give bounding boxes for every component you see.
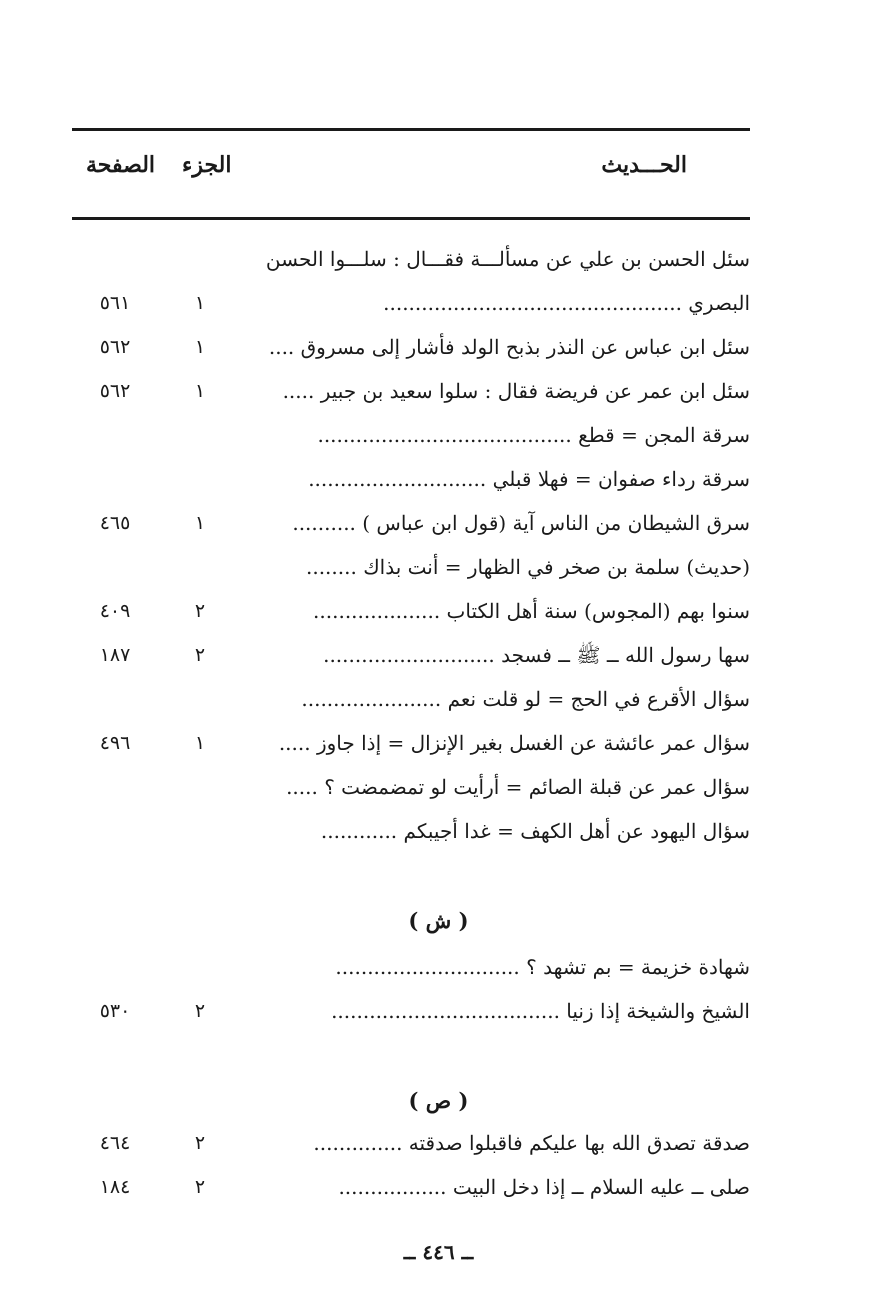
index-row — [0, 240, 877, 280]
hadith-text: سؤال عمر عائشة عن الغسل بغير الإنزال = إذا جاوز ..... — [278, 731, 750, 755]
juz-number: ١ — [194, 336, 206, 358]
page-ref: ٤٠٩ — [99, 600, 131, 622]
index-row — [0, 992, 877, 1032]
index-row — [0, 548, 877, 588]
hadith-text: سؤال اليهود عن أهل الكهف = غدا أجيبكم ............ — [320, 819, 750, 843]
juz-number: ١ — [194, 292, 206, 314]
index-row — [0, 416, 877, 456]
index-row — [0, 724, 877, 764]
header-hadith: الحـــديث — [601, 152, 687, 178]
index-row — [0, 1124, 877, 1164]
hadith-text: سرقة المجن = قطع ........................................ — [317, 423, 750, 447]
page-ref: ٥٦٢ — [99, 336, 131, 358]
page-number: ــ ٤٤٦ ــ — [403, 1240, 474, 1264]
juz-number: ١ — [194, 380, 206, 402]
index-row — [0, 284, 877, 324]
hadith-text: (حديث) سلمة بن صخر في الظهار = أنت بذاك ........ — [305, 555, 750, 579]
juz-number: ٢ — [194, 644, 206, 666]
index-row — [0, 592, 877, 632]
header-page: الصفحة — [86, 152, 156, 178]
index-row — [0, 372, 877, 412]
top-rule — [72, 128, 750, 131]
page-ref: ٥٦٢ — [99, 380, 131, 402]
hadith-text: سئل ابن عمر عن فريضة فقال : سلوا سعيد بن جبير ..... — [282, 379, 750, 403]
index-row — [0, 680, 877, 720]
hadith-text: سؤال الأقرع في الحج = لو قلت نعم ...................... — [301, 687, 750, 711]
hadith-text: صدقة تصدق الله بها عليكم فاقبلوا صدقته .............. — [313, 1131, 750, 1155]
index-row — [0, 504, 877, 544]
juz-number: ٢ — [194, 1132, 206, 1154]
hadith-text: شهادة خزيمة = بم تشهد ؟ ............................. — [335, 955, 750, 979]
index-row — [0, 636, 877, 676]
hadith-text: سها رسول الله ــ ﷺ ــ فسجد ........................... — [323, 643, 750, 667]
hadith-text: سنوا بهم (المجوس) سنة أهل الكتاب .................... — [313, 599, 750, 623]
juz-number: ٢ — [194, 600, 206, 622]
page-ref: ١٨٧ — [99, 644, 131, 666]
index-row — [0, 460, 877, 500]
juz-number: ١ — [194, 512, 206, 534]
index-row — [0, 328, 877, 368]
index-row — [0, 768, 877, 808]
header-rule — [72, 217, 750, 220]
juz-number: ٢ — [194, 1176, 206, 1198]
hadith-text: سرق الشيطان من الناس آية (قول ابن عباس ) .......... — [292, 511, 750, 535]
juz-number: ٢ — [194, 1000, 206, 1022]
hadith-text: سرقة رداء صفوان = فهلا قبلي ............................ — [308, 467, 750, 491]
page-ref: ٤٦٥ — [99, 512, 131, 534]
section-title-sad: ( ص ) — [408, 1088, 469, 1113]
juz-number: ١ — [194, 732, 206, 754]
hadith-text: سئل الحسن بن علي عن مسألـــة فقـــال : سلـــوا الحسن — [265, 247, 750, 271]
page-ref: ١٨٤ — [99, 1176, 131, 1198]
index-row — [0, 948, 877, 988]
page-ref: ٥٦١ — [99, 292, 131, 314]
page-ref: ٤٦٤ — [99, 1132, 131, 1154]
page-ref: ٥٣٠ — [99, 1000, 131, 1022]
index-row — [0, 1168, 877, 1208]
hadith-text: البصري ............................................... — [383, 291, 750, 315]
header-juz: الجزء — [182, 152, 232, 178]
hadith-text: سئل ابن عباس عن النذر بذبح الولد فأشار إلى مسروق .... — [268, 335, 750, 359]
section-title-shin: ( ش ) — [408, 908, 469, 933]
page-ref: ٤٩٦ — [99, 732, 131, 754]
hadith-text: صلى ــ عليه السلام ــ إذا دخل البيت ................. — [338, 1175, 750, 1199]
hadith-text: سؤال عمر عن قبلة الصائم = أرأيت لو تمضمضت ؟ ..... — [286, 775, 750, 799]
hadith-text: الشيخ والشيخة إذا زنيا .................................... — [331, 999, 750, 1023]
index-row — [0, 812, 877, 852]
